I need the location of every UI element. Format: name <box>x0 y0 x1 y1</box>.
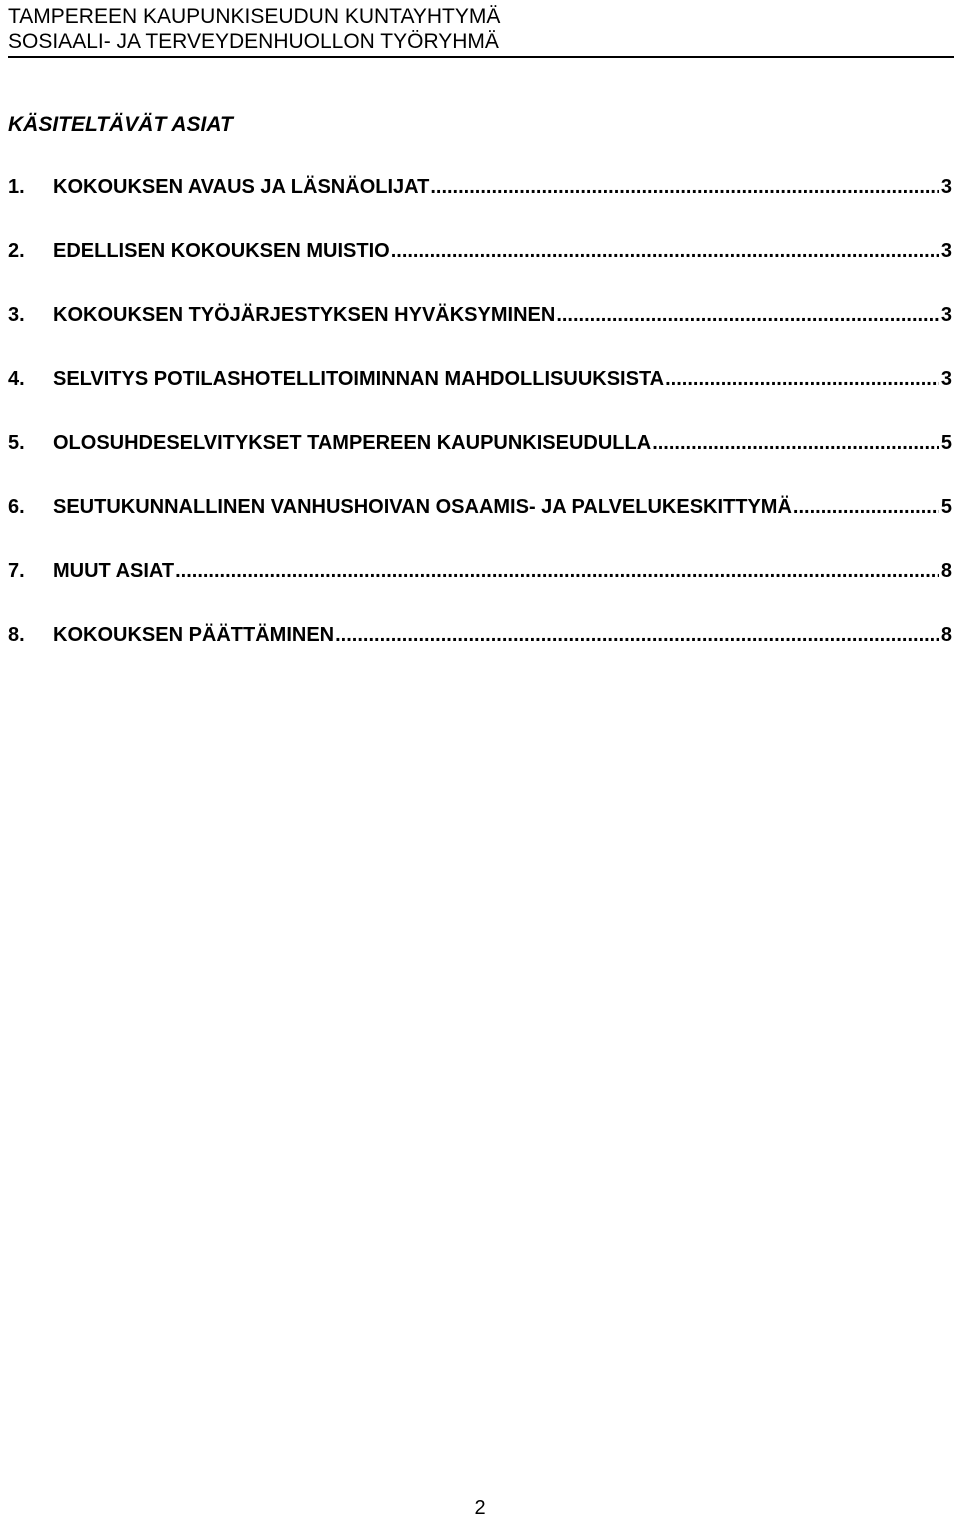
toc-entry-title: SELVITYS POTILASHOTELLITOIMINNAN MAHDOLLISUUKSISTA <box>53 368 665 390</box>
toc-entry-title: KOKOUKSEN PÄÄTTÄMINEN <box>53 624 335 646</box>
toc-entry-number: 2. <box>8 240 25 262</box>
toc-entry-5[interactable] <box>8 430 952 494</box>
page-number: 2 <box>474 1497 486 1519</box>
toc-dot-leader <box>335 622 939 648</box>
toc-entry-title: OLOSUHDESELVITYKSET TAMPEREEN KAUPUNKISEUDULLA <box>53 432 652 454</box>
toc-dot-leader <box>652 430 939 456</box>
toc-entry-3[interactable] <box>8 302 952 366</box>
toc-dot-leader <box>391 238 939 264</box>
toc-entry-2[interactable] <box>8 238 952 302</box>
toc-dot-leader <box>556 302 939 328</box>
toc-entry-number: 5. <box>8 432 25 454</box>
organization-name: TAMPEREEN KAUPUNKISEUDUN KUNTAYHTYMÄ <box>8 5 501 28</box>
toc-entry-page: 5 <box>940 496 952 518</box>
toc-dot-leader <box>175 558 939 584</box>
toc-entry-7[interactable] <box>8 558 952 622</box>
table-of-contents <box>8 174 952 686</box>
toc-entry-4[interactable] <box>8 366 952 430</box>
toc-entry-page: 8 <box>940 624 952 646</box>
toc-entry-number: 6. <box>8 496 25 518</box>
toc-entry-page: 3 <box>940 304 952 326</box>
toc-entry-title: KOKOUKSEN TYÖJÄRJESTYKSEN HYVÄKSYMINEN <box>53 304 556 326</box>
toc-heading: KÄSITELTÄVÄT ASIAT <box>8 113 233 136</box>
toc-dot-leader <box>430 174 939 200</box>
toc-entry-page: 8 <box>940 560 952 582</box>
toc-entry-title: EDELLISEN KOKOUKSEN MUISTIO <box>53 240 390 262</box>
toc-entry-number: 7. <box>8 560 25 582</box>
toc-entry-title: MUUT ASIAT <box>53 560 175 582</box>
toc-entry-page: 3 <box>940 176 952 198</box>
working-group-name: SOSIAALI- JA TERVEYDENHUOLLON TYÖRYHMÄ <box>8 30 499 53</box>
toc-entry-page: 3 <box>940 240 952 262</box>
toc-entry-number: 3. <box>8 304 25 326</box>
toc-entry-number: 1. <box>8 176 25 198</box>
toc-entry-number: 4. <box>8 368 25 390</box>
toc-entry-8[interactable] <box>8 622 952 686</box>
toc-entry-1[interactable] <box>8 174 952 238</box>
toc-entry-page: 5 <box>940 432 952 454</box>
toc-entry-6[interactable] <box>8 494 952 558</box>
toc-dot-leader <box>793 494 939 520</box>
toc-entry-title: KOKOUKSEN AVAUS JA LÄSNÄOLIJAT <box>53 176 430 198</box>
toc-entry-number: 8. <box>8 624 25 646</box>
toc-entry-title: SEUTUKUNNALLINEN VANHUSHOIVAN OSAAMIS- JA PALVELUKESKITTYMÄ <box>53 496 792 518</box>
toc-entry-page: 3 <box>940 368 952 390</box>
toc-dot-leader <box>665 366 939 392</box>
document-header <box>8 4 954 58</box>
